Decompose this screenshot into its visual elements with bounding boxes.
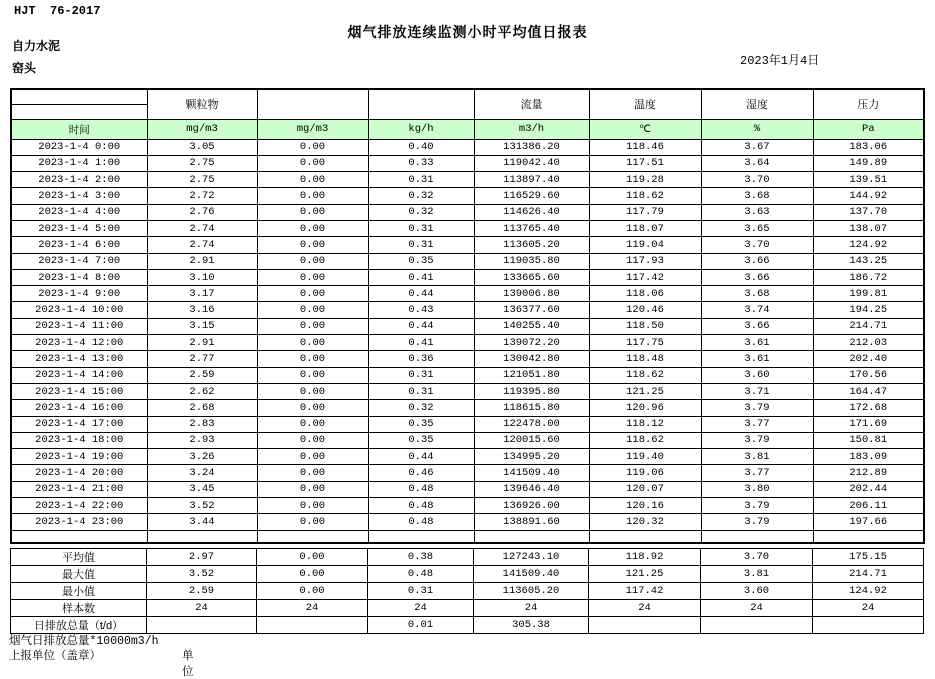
value-cell: 24	[257, 600, 368, 617]
value-cell: 3.70	[701, 237, 813, 253]
value-cell: 3.70	[701, 549, 813, 566]
value-cell: 3.68	[701, 188, 813, 204]
table-row	[11, 188, 924, 204]
summary-row	[11, 566, 924, 583]
value-cell: 114626.40	[474, 204, 589, 220]
value-cell: 3.05	[147, 139, 257, 155]
value-cell	[147, 617, 257, 634]
row-label-cell: 2023-1-4 1:00	[11, 155, 147, 171]
footer-line	[9, 647, 194, 678]
value-cell: 0.41	[368, 335, 474, 351]
table-row	[11, 302, 924, 318]
value-cell: 120.46	[589, 302, 701, 318]
report-unit-label: 上报单位（盖章）	[9, 650, 101, 662]
row-label-cell: 2023-1-4 4:00	[11, 204, 147, 220]
value-cell: 24	[368, 600, 474, 617]
value-cell: 0.01	[368, 617, 474, 634]
value-cell: 186.72	[813, 269, 924, 285]
unit-header-cell: m3/h	[474, 119, 589, 139]
value-cell: 305.38	[474, 617, 589, 634]
value-cell: 119.28	[589, 172, 701, 188]
row-label-cell: 2023-1-4 3:00	[11, 188, 147, 204]
value-cell: 140255.40	[474, 318, 589, 334]
value-cell: 0.00	[257, 400, 368, 416]
value-cell: 183.09	[813, 449, 924, 465]
value-cell: 0.35	[368, 432, 474, 448]
value-cell: 2.59	[147, 367, 257, 383]
value-cell: 164.47	[813, 383, 924, 399]
value-cell: 117.75	[589, 335, 701, 351]
value-cell: 141509.40	[474, 566, 589, 583]
value-cell: 3.68	[701, 286, 813, 302]
value-cell: 3.71	[701, 383, 813, 399]
table-row	[11, 286, 924, 302]
group-header-temperature: 温度	[589, 89, 701, 119]
value-cell: 0.36	[368, 351, 474, 367]
value-cell: 113605.20	[474, 583, 589, 600]
value-cell: 0.00	[257, 583, 368, 600]
value-cell: 194.25	[813, 302, 924, 318]
value-cell: 0.00	[257, 253, 368, 269]
value-cell: 24	[813, 600, 924, 617]
value-cell: 118.46	[589, 139, 701, 155]
value-cell: 2.77	[147, 351, 257, 367]
table-row	[11, 481, 924, 497]
value-cell: 0.31	[368, 383, 474, 399]
table-row	[11, 351, 924, 367]
value-cell: 202.40	[813, 351, 924, 367]
table-row	[11, 204, 924, 220]
value-cell: 137.70	[813, 204, 924, 220]
value-cell: 0.48	[368, 566, 474, 583]
value-cell: 118.62	[589, 188, 701, 204]
value-cell: 2.76	[147, 204, 257, 220]
value-cell: 0.00	[257, 269, 368, 285]
value-cell: 118.92	[589, 549, 701, 566]
value-cell: 0.00	[257, 204, 368, 220]
value-cell: 3.52	[147, 566, 257, 583]
row-label-cell: 2023-1-4 19:00	[11, 449, 147, 465]
value-cell: 3.74	[701, 302, 813, 318]
value-cell: 202.44	[813, 481, 924, 497]
value-cell: 121.25	[589, 566, 701, 583]
row-label-cell: 2023-1-4 9:00	[11, 286, 147, 302]
group-header-blank-1	[257, 89, 368, 119]
value-cell: 3.77	[701, 465, 813, 481]
value-cell: 117.42	[589, 269, 701, 285]
value-cell: 214.71	[813, 566, 924, 583]
unit-header-cell: kg/h	[368, 119, 474, 139]
time-header-cell: 时间	[11, 119, 147, 139]
value-cell: 0.00	[257, 383, 368, 399]
table-row	[11, 237, 924, 253]
value-cell: 24	[474, 600, 589, 617]
value-cell: 0.00	[257, 335, 368, 351]
value-cell: 143.25	[813, 253, 924, 269]
value-cell: 117.42	[589, 583, 701, 600]
value-cell: 124.92	[813, 583, 924, 600]
value-cell: 0.35	[368, 253, 474, 269]
summary-table	[10, 548, 924, 634]
value-cell: 144.92	[813, 188, 924, 204]
value-cell: 117.93	[589, 253, 701, 269]
value-cell: 118.07	[589, 220, 701, 236]
value-cell: 3.61	[701, 351, 813, 367]
group-header-humidity: 湿度	[701, 89, 813, 119]
row-label-cell: 2023-1-4 11:00	[11, 318, 147, 334]
value-cell: 3.26	[147, 449, 257, 465]
value-cell: 0.31	[368, 583, 474, 600]
value-cell: 3.17	[147, 286, 257, 302]
group-header-pm: 颗粒物	[147, 89, 257, 119]
value-cell: 3.60	[701, 583, 813, 600]
value-cell: 139646.40	[474, 481, 589, 497]
value-cell: 134995.20	[474, 449, 589, 465]
value-cell: 183.06	[813, 139, 924, 155]
value-cell: 0.31	[368, 367, 474, 383]
value-cell: 116529.60	[474, 188, 589, 204]
row-label-cell: 最小值	[11, 583, 147, 600]
value-cell: 113897.40	[474, 172, 589, 188]
value-cell: 113765.40	[474, 220, 589, 236]
value-cell: 0.31	[368, 172, 474, 188]
unit-label: 单位	[182, 650, 194, 678]
value-cell: 119.04	[589, 237, 701, 253]
value-cell: 0.00	[257, 220, 368, 236]
value-cell: 2.74	[147, 220, 257, 236]
value-cell: 0.00	[257, 514, 368, 530]
value-cell: 212.03	[813, 335, 924, 351]
table-row	[11, 269, 924, 285]
value-cell: 0.38	[368, 549, 474, 566]
value-cell: 2.83	[147, 416, 257, 432]
value-cell: 0.00	[257, 188, 368, 204]
row-label-cell: 2023-1-4 23:00	[11, 514, 147, 530]
value-cell: 139006.80	[474, 286, 589, 302]
value-cell: 3.61	[701, 335, 813, 351]
value-cell: 3.24	[147, 465, 257, 481]
value-cell: 136377.60	[474, 302, 589, 318]
value-cell: 0.00	[257, 432, 368, 448]
value-cell: 24	[147, 600, 257, 617]
row-label-cell: 2023-1-4 2:00	[11, 172, 147, 188]
row-label-cell: 2023-1-4 21:00	[11, 481, 147, 497]
value-cell: 24	[701, 600, 813, 617]
value-cell: 0.00	[257, 367, 368, 383]
value-cell: 119042.40	[474, 155, 589, 171]
table-row	[11, 220, 924, 236]
value-cell: 0.43	[368, 302, 474, 318]
table-row	[11, 155, 924, 171]
value-cell: 0.00	[257, 498, 368, 514]
value-cell	[813, 617, 924, 634]
value-cell: 118.62	[589, 432, 701, 448]
value-cell: 3.79	[701, 514, 813, 530]
value-cell: 0.35	[368, 416, 474, 432]
table-row	[11, 335, 924, 351]
value-cell: 0.48	[368, 498, 474, 514]
value-cell: 118.12	[589, 416, 701, 432]
table-row	[11, 432, 924, 448]
unit-header-cell: ℃	[589, 119, 701, 139]
table-row	[11, 498, 924, 514]
value-cell: 3.63	[701, 204, 813, 220]
value-cell: 121.25	[589, 383, 701, 399]
unit-header-row	[11, 119, 924, 139]
value-cell: 138891.60	[474, 514, 589, 530]
value-cell: 2.72	[147, 188, 257, 204]
value-cell: 2.68	[147, 400, 257, 416]
row-label-cell: 2023-1-4 8:00	[11, 269, 147, 285]
value-cell: 3.15	[147, 318, 257, 334]
value-cell: 2.59	[147, 583, 257, 600]
value-cell: 119.40	[589, 449, 701, 465]
value-cell: 3.80	[701, 481, 813, 497]
value-cell: 0.00	[257, 172, 368, 188]
value-cell: 171.69	[813, 416, 924, 432]
value-cell: 206.11	[813, 498, 924, 514]
value-cell: 0.48	[368, 514, 474, 530]
value-cell: 2.91	[147, 253, 257, 269]
row-label-cell: 2023-1-4 22:00	[11, 498, 147, 514]
company-name: 自力水泥	[12, 39, 61, 53]
table-row	[11, 253, 924, 269]
table-row	[11, 367, 924, 383]
value-cell: 118.06	[589, 286, 701, 302]
value-cell: 0.00	[257, 549, 368, 566]
table-row	[11, 172, 924, 188]
value-cell: 3.44	[147, 514, 257, 530]
value-cell: 3.65	[701, 220, 813, 236]
value-cell: 0.00	[257, 416, 368, 432]
value-cell: 0.00	[257, 481, 368, 497]
value-cell: 127243.10	[474, 549, 589, 566]
value-cell: 0.00	[257, 302, 368, 318]
value-cell: 122478.00	[474, 416, 589, 432]
table-row	[11, 318, 924, 334]
value-cell: 0.41	[368, 269, 474, 285]
value-cell: 0.00	[257, 318, 368, 334]
value-cell: 3.66	[701, 253, 813, 269]
value-cell: 3.79	[701, 432, 813, 448]
value-cell: 0.00	[257, 155, 368, 171]
value-cell: 2.75	[147, 172, 257, 188]
row-label-cell: 2023-1-4 5:00	[11, 220, 147, 236]
table-row	[11, 416, 924, 432]
value-cell: 0.32	[368, 204, 474, 220]
unit-header-cell: %	[701, 119, 813, 139]
value-cell	[589, 617, 701, 634]
value-cell: 0.00	[257, 351, 368, 367]
value-cell: 3.66	[701, 269, 813, 285]
value-cell: 121051.80	[474, 367, 589, 383]
value-cell: 0.46	[368, 465, 474, 481]
value-cell: 214.71	[813, 318, 924, 334]
row-label-cell: 2023-1-4 12:00	[11, 335, 147, 351]
value-cell: 0.31	[368, 220, 474, 236]
hourly-data-table	[10, 88, 925, 544]
value-cell: 0.31	[368, 237, 474, 253]
value-cell: 119035.80	[474, 253, 589, 269]
value-cell: 2.74	[147, 237, 257, 253]
value-cell: 0.40	[368, 139, 474, 155]
value-cell: 3.79	[701, 400, 813, 416]
value-cell: 0.44	[368, 318, 474, 334]
value-cell: 118.50	[589, 318, 701, 334]
value-cell: 2.97	[147, 549, 257, 566]
value-cell: 0.33	[368, 155, 474, 171]
value-cell: 0.00	[257, 566, 368, 583]
corner-cell-top	[11, 89, 147, 104]
standard-code: HJT 76-2017	[14, 4, 101, 18]
value-cell: 199.81	[813, 286, 924, 302]
group-header-flow: 流量	[474, 89, 589, 119]
row-label-cell: 2023-1-4 14:00	[11, 367, 147, 383]
table-row	[11, 383, 924, 399]
row-label-cell: 样本数	[11, 600, 147, 617]
value-cell: 119.06	[589, 465, 701, 481]
table-row	[11, 465, 924, 481]
page-title: 烟气排放连续监测小时平均值日报表	[347, 24, 588, 40]
value-cell: 130042.80	[474, 351, 589, 367]
value-cell: 136926.00	[474, 498, 589, 514]
value-cell: 149.89	[813, 155, 924, 171]
value-cell: 0.00	[257, 237, 368, 253]
value-cell: 3.64	[701, 155, 813, 171]
value-cell: 3.16	[147, 302, 257, 318]
value-cell: 138.07	[813, 220, 924, 236]
value-cell: 3.81	[701, 449, 813, 465]
value-cell: 3.77	[701, 416, 813, 432]
value-cell: 172.68	[813, 400, 924, 416]
row-label-cell: 2023-1-4 20:00	[11, 465, 147, 481]
value-cell: 120.07	[589, 481, 701, 497]
value-cell: 0.44	[368, 286, 474, 302]
value-cell: 120.96	[589, 400, 701, 416]
group-header-row	[11, 89, 924, 104]
row-label-cell: 2023-1-4 6:00	[11, 237, 147, 253]
row-label-cell: 2023-1-4 15:00	[11, 383, 147, 399]
row-label-cell: 2023-1-4 10:00	[11, 302, 147, 318]
value-cell: 119395.80	[474, 383, 589, 399]
value-cell: 3.70	[701, 172, 813, 188]
value-cell: 141509.40	[474, 465, 589, 481]
value-cell: 3.81	[701, 566, 813, 583]
value-cell: 2.91	[147, 335, 257, 351]
value-cell: 3.79	[701, 498, 813, 514]
value-cell: 212.89	[813, 465, 924, 481]
value-cell: 139072.20	[474, 335, 589, 351]
value-cell: 3.52	[147, 498, 257, 514]
value-cell: 2.62	[147, 383, 257, 399]
value-cell: 0.00	[257, 465, 368, 481]
row-label-cell: 2023-1-4 16:00	[11, 400, 147, 416]
value-cell: 3.45	[147, 481, 257, 497]
value-cell: 0.00	[257, 139, 368, 155]
row-label-cell: 2023-1-4 17:00	[11, 416, 147, 432]
report-date: 2023年1月4日	[740, 54, 820, 68]
value-cell: 120015.60	[474, 432, 589, 448]
row-label-cell: 2023-1-4 13:00	[11, 351, 147, 367]
unit-header-cell: mg/m3	[257, 119, 368, 139]
value-cell: 118615.80	[474, 400, 589, 416]
row-label-cell: 日排放总量（t/d）	[11, 617, 147, 634]
group-header-blank-2	[368, 89, 474, 119]
footer-note: 烟气日排放总量*10000m3/h	[9, 635, 159, 648]
summary-row	[11, 617, 924, 634]
unit-header-cell: mg/m3	[147, 119, 257, 139]
row-label-cell: 2023-1-4 7:00	[11, 253, 147, 269]
value-cell: 118.48	[589, 351, 701, 367]
value-cell: 2.75	[147, 155, 257, 171]
value-cell: 113605.20	[474, 237, 589, 253]
table-row	[11, 139, 924, 155]
value-cell: 117.79	[589, 204, 701, 220]
spacer-row	[11, 530, 924, 543]
table-row	[11, 400, 924, 416]
value-cell: 0.44	[368, 449, 474, 465]
value-cell: 117.51	[589, 155, 701, 171]
value-cell	[701, 617, 813, 634]
row-label-cell: 2023-1-4 18:00	[11, 432, 147, 448]
value-cell: 3.66	[701, 318, 813, 334]
summary-row	[11, 549, 924, 566]
row-label-cell: 平均值	[11, 549, 147, 566]
corner-cell-bottom	[11, 104, 147, 119]
value-cell: 170.56	[813, 367, 924, 383]
value-cell: 150.81	[813, 432, 924, 448]
value-cell: 24	[589, 600, 701, 617]
value-cell: 0.48	[368, 481, 474, 497]
value-cell: 120.16	[589, 498, 701, 514]
station-name: 窑头	[12, 61, 37, 75]
value-cell: 3.10	[147, 269, 257, 285]
table-row	[11, 514, 924, 530]
summary-row	[11, 600, 924, 617]
unit-header-cell: Pa	[813, 119, 924, 139]
value-cell: 120.32	[589, 514, 701, 530]
value-cell: 197.66	[813, 514, 924, 530]
summary-row	[11, 583, 924, 600]
value-cell: 124.92	[813, 237, 924, 253]
value-cell: 118.62	[589, 367, 701, 383]
value-cell: 0.00	[257, 449, 368, 465]
value-cell: 139.51	[813, 172, 924, 188]
table-row	[11, 449, 924, 465]
value-cell: 0.32	[368, 188, 474, 204]
group-header-pressure: 压力	[813, 89, 924, 119]
value-cell	[257, 617, 368, 634]
row-label-cell: 2023-1-4 0:00	[11, 139, 147, 155]
value-cell: 3.60	[701, 367, 813, 383]
value-cell: 175.15	[813, 549, 924, 566]
row-label-cell: 最大值	[11, 566, 147, 583]
value-cell: 0.32	[368, 400, 474, 416]
value-cell: 0.00	[257, 286, 368, 302]
value-cell: 131386.20	[474, 139, 589, 155]
value-cell: 133665.60	[474, 269, 589, 285]
value-cell: 3.67	[701, 139, 813, 155]
value-cell: 2.93	[147, 432, 257, 448]
